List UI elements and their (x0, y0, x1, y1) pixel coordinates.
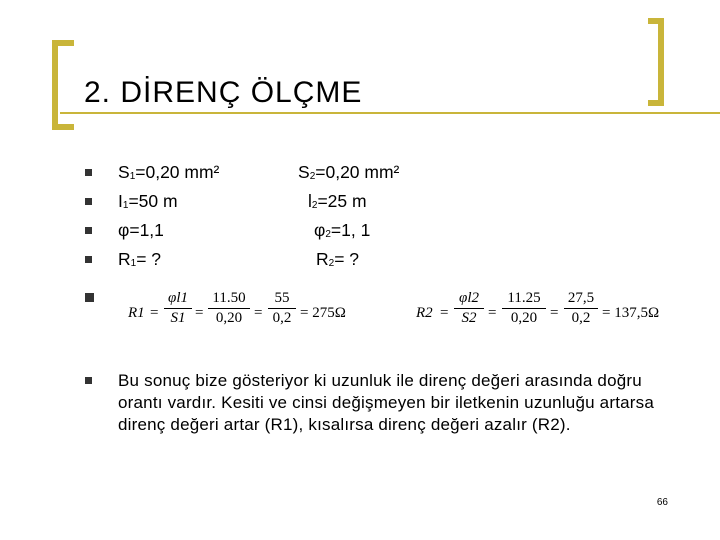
formula-r2-result: = 137,5Ω (602, 305, 660, 321)
bullet-icon (85, 198, 92, 205)
bullet-icon (85, 293, 94, 302)
formula-r2-frac1: $\frac{\varphi l2}{S2}$ (454, 290, 484, 327)
page-number: 66 (656, 497, 668, 508)
formula-r1-eq3: = (254, 305, 263, 321)
s2-value: $S_2=0,20$ mm² (298, 162, 400, 182)
formula-r2-lhs: R2 (416, 305, 433, 321)
phi2-value: $\varphi_2=1$, 1 (314, 220, 371, 240)
conclusion-paragraph: Bu sonuç bize gösteriyor ki uzunluk ile direnç değeri arasında doğru orantı vardır. Kesiti ve cinsi değişmeyen bir iletkenin uzunluğu artarsa direnç değeri artar (R1), kısalırsa direnç değeri azalır (R2). (118, 371, 654, 434)
bullet-icon (85, 169, 92, 176)
formula-r2-eq2: = (488, 305, 497, 321)
formula-r2-eq: = (440, 305, 449, 321)
formula-r2-eq3: = (550, 305, 559, 321)
phi1-value: φ=1,1 (118, 220, 164, 240)
bullet-icon (85, 256, 92, 263)
r1-value: $R_1=$ ? (118, 249, 162, 269)
formula-r1-frac1: $\frac{\varphi l1}{S1}$ (164, 290, 192, 327)
formula-r2-frac3: $\frac{27,5}{0,2}$ (564, 290, 598, 327)
formula-r1-result: = 275Ω (300, 305, 346, 321)
bullet-icon (85, 227, 92, 234)
slide-title: 2. DİRENÇ ÖLÇME (84, 76, 363, 109)
formula-r1-frac3: $\frac{55}{0,2}$ (268, 290, 296, 327)
s1-value: $S_1=0,20$ mm² (118, 162, 220, 182)
formula-r1-eq2: = (195, 305, 204, 321)
formula-r2-frac2: $\frac{11.25}{0,20}$ (502, 290, 546, 327)
l1-value: $I_1=50$ m (118, 191, 178, 211)
formula-r1-eq: = (150, 305, 159, 321)
l2-value: $l_2=25$ m (308, 191, 367, 211)
left-bracket-decoration (52, 40, 74, 130)
title-underline (60, 112, 720, 114)
formula-r2 (416, 290, 676, 338)
bullet-icon (85, 377, 92, 384)
r2-value: $R_2=$ ? (316, 249, 360, 269)
formula-r1-lhs: R1 (128, 305, 145, 321)
formula-r1-frac2: $\frac{11.50}{0,20}$ (208, 290, 250, 327)
formula-r1 (128, 290, 358, 338)
right-bracket-decoration (648, 18, 664, 106)
